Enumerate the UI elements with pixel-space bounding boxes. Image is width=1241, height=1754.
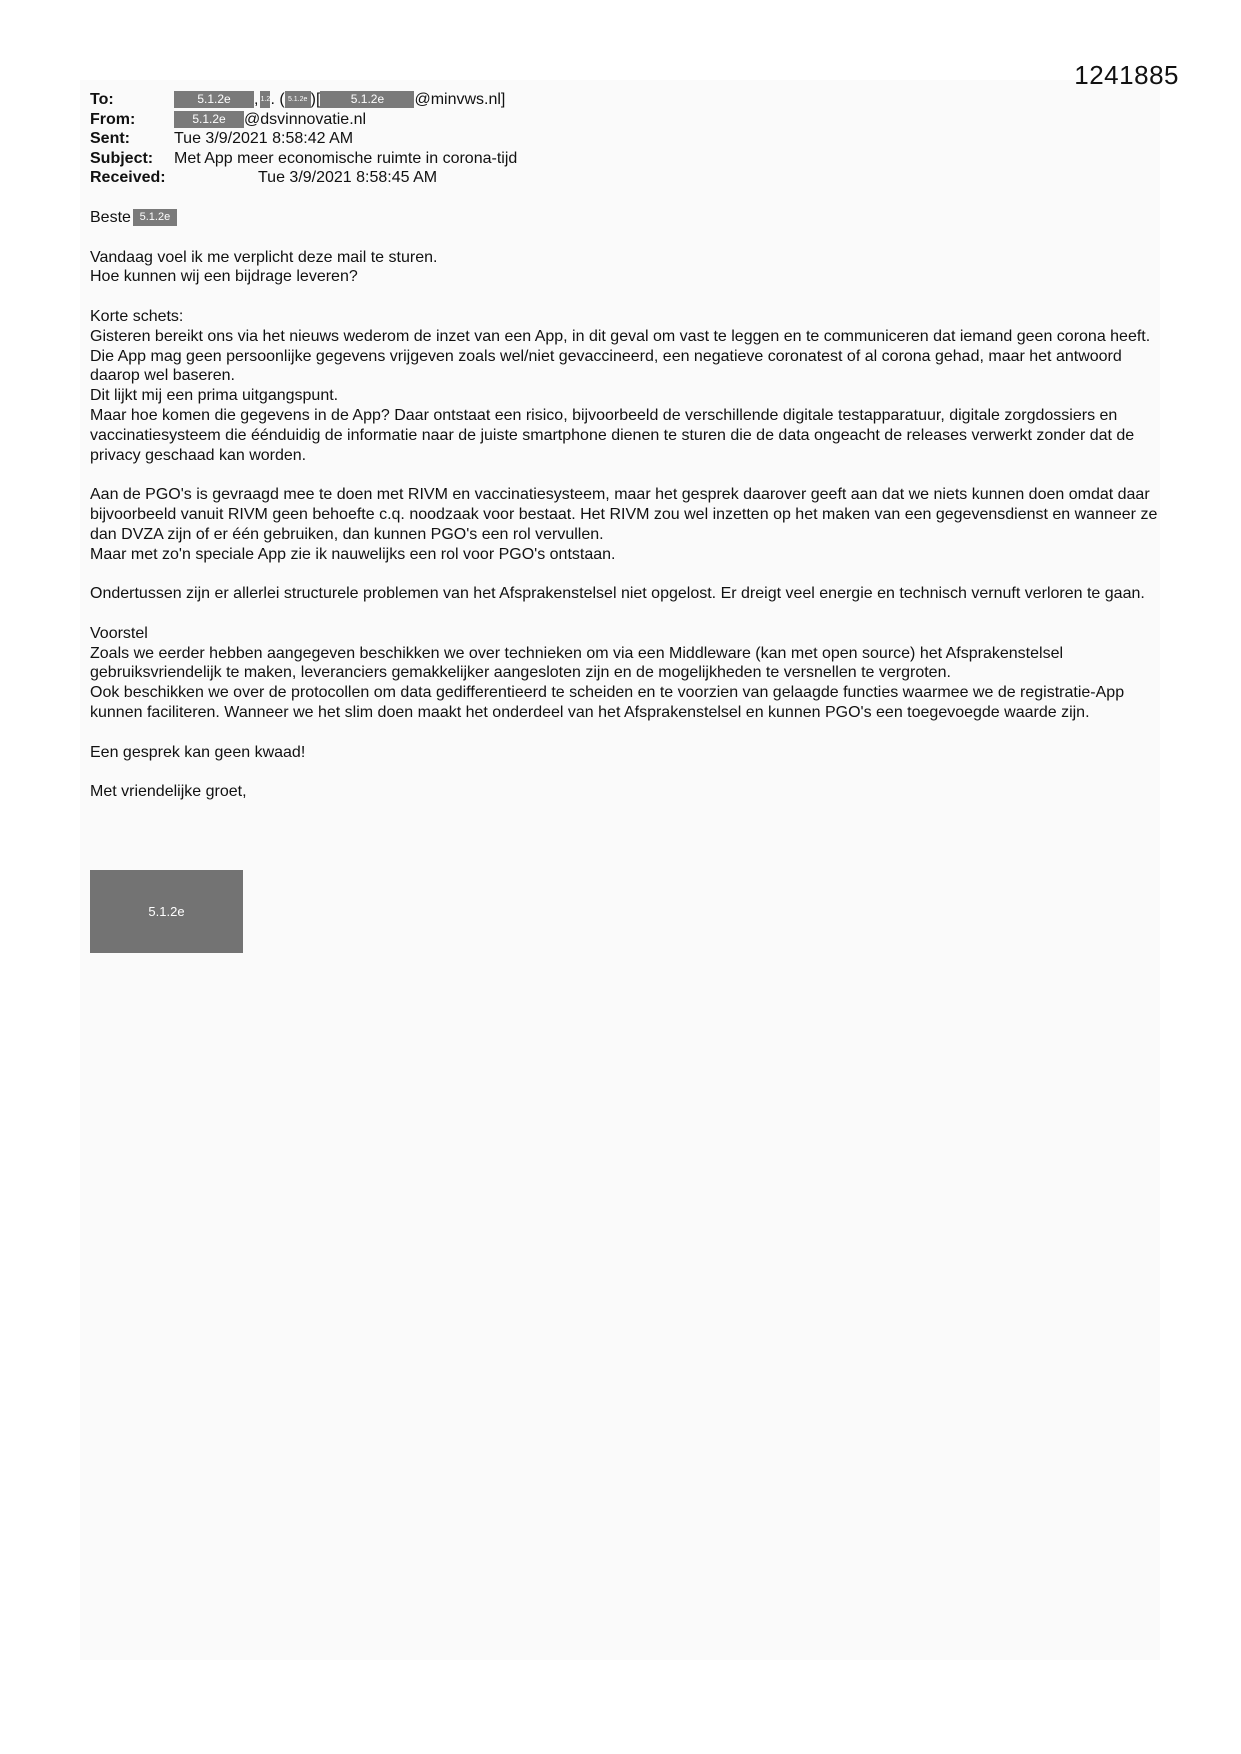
greeting-line: Met vriendelijke groet,	[90, 783, 247, 801]
section-title: Korte schets:	[90, 307, 184, 325]
section-title: Voorstel	[90, 624, 148, 642]
sketch-paragraph	[90, 307, 1170, 465]
body-text: Zoals we eerder hebben aangegeven beschikken we over technieken om via een Middleware (kan met open source) het Afsprakenstelsel gebruiksvriendelijk te maken, leveranciers gemakkelijker aangesloten zijn en de mogelijkheden te versnellen te vergroten.	[90, 644, 1064, 682]
intro-line: Hoe kunnen wij een bijdrage leveren?	[90, 268, 358, 286]
redaction-box: 5.1.2e	[133, 209, 177, 226]
salutation-text: Beste	[90, 209, 131, 226]
to-row	[90, 90, 517, 110]
to-label: To:	[90, 91, 114, 108]
to-separator: )[	[310, 91, 321, 108]
signature-redaction-label: 5.1.2e	[148, 904, 185, 919]
from-address-domain: @dsvinnovatie.nl	[244, 110, 367, 128]
received-value: Tue 3/9/2021 8:58:45 AM	[258, 169, 438, 186]
redaction-box: 5.1.2e	[174, 91, 254, 108]
problems-paragraph	[90, 584, 1170, 604]
pgo-paragraph	[90, 485, 1170, 564]
email-body	[90, 208, 1170, 822]
subject-row	[90, 149, 517, 169]
body-text: Ook beschikken we over de protocollen om data gedifferentieerd te scheiden en te voorzien van gelaagde functies waarmee we de registratie-App kunnen faciliteren. Wanneer we het slim doen maakt het onderdeel van het Afsprakenstelsel en kunnen PGO's een toegevoegde waarde zijn.	[90, 684, 1125, 721]
sent-row	[90, 129, 517, 149]
body-text: Dit lijkt mij een prima uitgangspunt.	[90, 387, 339, 405]
subject-label: Subject:	[90, 149, 154, 167]
body-text: Maar hoe komen die gegevens in de App? Daar ontstaat een risico, bijvoorbeeld de verschillende digitale testapparatuur, digitale zorgdossiers en vaccinatiesysteem die éénduidig de informatie naar de juiste smartphone dienen te sturen die de data ongeacht de releases verwerkt zonder dat de privacy geschaad kan worden.	[90, 406, 1135, 464]
subject-value: Met App meer economische ruimte in corona-tijd	[174, 149, 518, 167]
intro-paragraph	[90, 248, 1170, 288]
to-address-domain: @minvws.nl]	[414, 91, 506, 108]
intro-line: Vandaag voel ik me verplicht deze mail te sturen.	[90, 248, 438, 266]
to-separator: . (	[270, 91, 285, 108]
from-row	[90, 110, 517, 130]
from-label: From:	[90, 110, 136, 128]
proposal-paragraph	[90, 624, 1170, 723]
document-number: 1241885	[1074, 60, 1179, 90]
received-row	[90, 168, 517, 188]
body-text: Gisteren bereikt ons via het nieuws wederom de inzet van een App, in dit geval om vast te leggen en te communiceren dat iemand geen corona heeft. Die App mag geen persoonlijke gegevens vrijgeven zoals wel/niet gevaccineerd, een negatieve coronatest of al corona gehad, maar het antwoord daarop wel baseren.	[90, 327, 1151, 385]
email-header	[90, 90, 517, 188]
salutation	[90, 208, 1170, 228]
redaction-box: 5.1.2e	[174, 111, 244, 128]
body-text: Aan de PGO's is gevraagd mee te doen met RIVM en vaccinatiesysteem, maar het gesprek daarover geeft aan dat we niets kunnen doen omdat daar bijvoorbeeld vanuit RIVM geen behoefte c.q. noodzaak voor bestaat. Het RIVM zou wel inzetten op het maken van een gegevensdienst en wanneer ze dan DVZA zijn of er één gebruiken, dan kunnen PGO's een rol vervullen.	[90, 486, 1158, 543]
body-text: Ondertussen zijn er allerlei structurele problemen van het Afsprakenstelsel niet opgelost. Er dreigt veel energie en technisch vernuft verloren te gaan.	[90, 585, 1145, 603]
signature-redaction-box	[90, 870, 243, 953]
to-separator: ,	[254, 91, 259, 108]
redaction-box: 1.2	[260, 91, 270, 108]
redaction-box: 5.1.2e	[285, 91, 311, 108]
sent-value: Tue 3/9/2021 8:58:42 AM	[174, 130, 354, 147]
closing-line: Een gesprek kan geen kwaad!	[90, 743, 306, 761]
body-text: Maar met zo'n speciale App zie ik nauwelijks een rol voor PGO's ontstaan.	[90, 545, 616, 563]
redaction-box: 5.1.2e	[320, 91, 414, 108]
received-label: Received:	[90, 169, 166, 186]
sent-label: Sent:	[90, 130, 130, 147]
